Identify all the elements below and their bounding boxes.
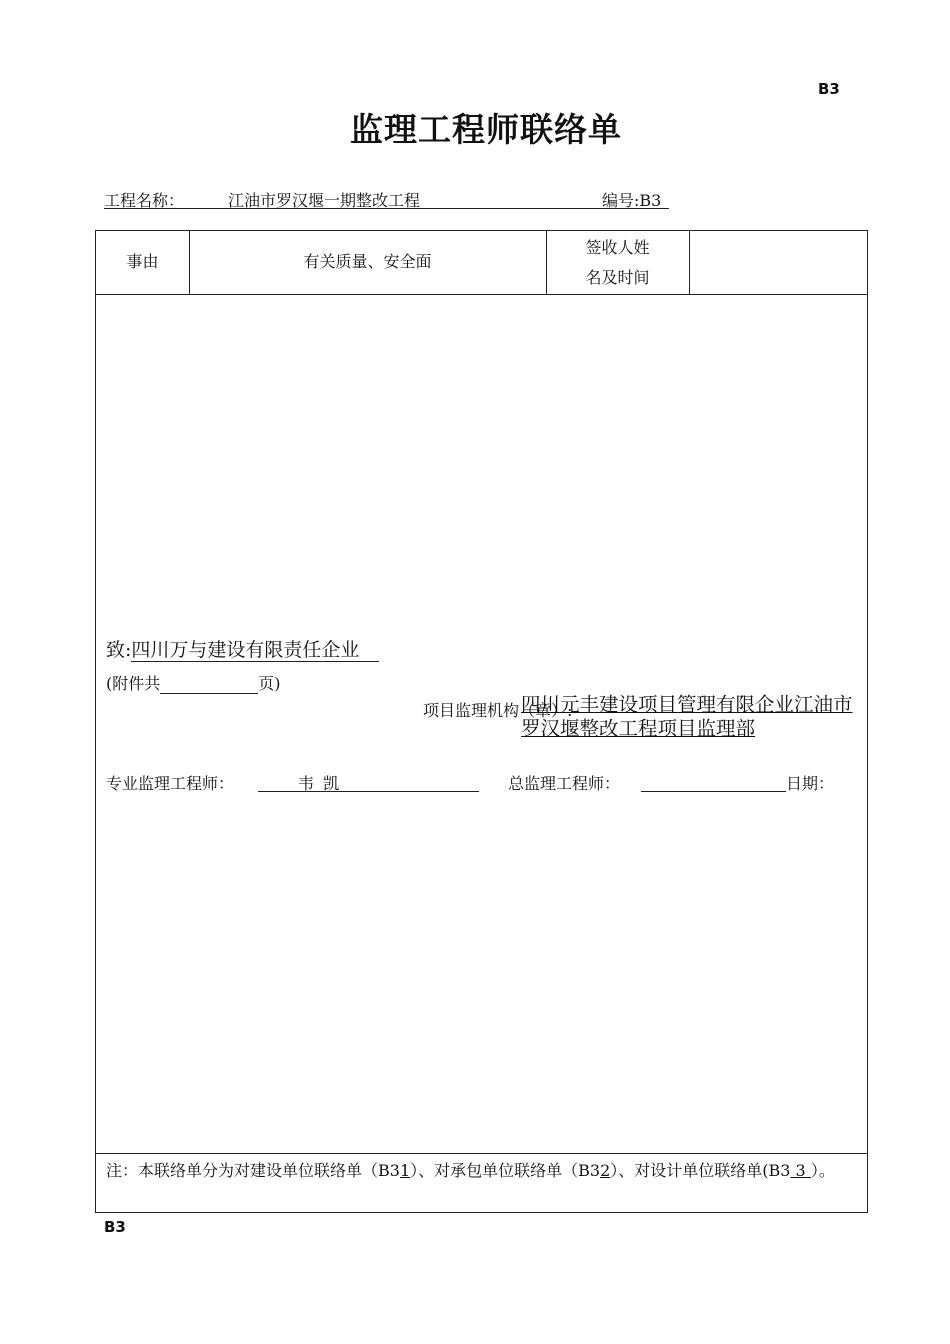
signature-row	[106, 771, 866, 795]
form-code-bottom: B3	[104, 1218, 126, 1236]
project-name-value: 江油市罗汉堰一期整改工程	[228, 191, 421, 210]
attachment-suffix: 页)	[258, 674, 281, 693]
project-name-label: 工程名称：	[104, 191, 185, 210]
subject-label: 事由	[126, 252, 159, 271]
project-underline	[104, 208, 669, 209]
note-part-2: ）、对承包单位联络单（B3	[410, 1161, 601, 1180]
footnote	[106, 1157, 866, 1184]
attachment-line	[106, 671, 281, 694]
attachment-prefix: (附件共	[106, 674, 161, 693]
engineer-label: 专业监理工程师：	[106, 774, 235, 793]
note-row-divider	[96, 1153, 867, 1154]
liaison-form	[95, 230, 868, 1213]
serial-number: 编号:B3	[602, 191, 662, 210]
note-number-1: 1	[399, 1161, 411, 1180]
chief-engineer-value	[641, 771, 786, 792]
signee-label: 签收人姓 名及时间	[585, 238, 650, 287]
org-label: 项目监理机构（章）:	[423, 701, 573, 720]
chief-engineer-label: 总监理工程师：	[508, 774, 621, 793]
org-value-block	[521, 693, 866, 741]
form-code-top: B3	[818, 80, 840, 98]
recipient-line	[106, 635, 379, 662]
divider-3	[689, 231, 690, 294]
subject-value: 有关质量、安全面	[303, 252, 432, 271]
recipient-prefix: 致:	[106, 639, 132, 661]
note-part-1: 注：本联络单分为对建设单位联络单（B3	[106, 1161, 400, 1180]
attachment-count	[160, 678, 258, 694]
page-title: 监理工程师联络单	[350, 110, 622, 149]
engineer-name: 韦 凯	[258, 771, 479, 792]
project-line	[104, 188, 670, 210]
note-part-4: ）。	[810, 1161, 835, 1180]
note-part-3: ）、对设计单位联络单(B3	[610, 1161, 791, 1180]
note-number-3: 3	[790, 1161, 811, 1180]
date-label: 日期：	[786, 774, 835, 793]
note-number-2: 2	[600, 1161, 611, 1180]
org-value: 四川元丰建设项目管理有限企业江油市罗汉堰整改工程项目监理部	[521, 693, 853, 740]
header-row-divider	[96, 294, 867, 295]
recipient-name: 四川万与建设有限责任企业	[131, 639, 379, 662]
